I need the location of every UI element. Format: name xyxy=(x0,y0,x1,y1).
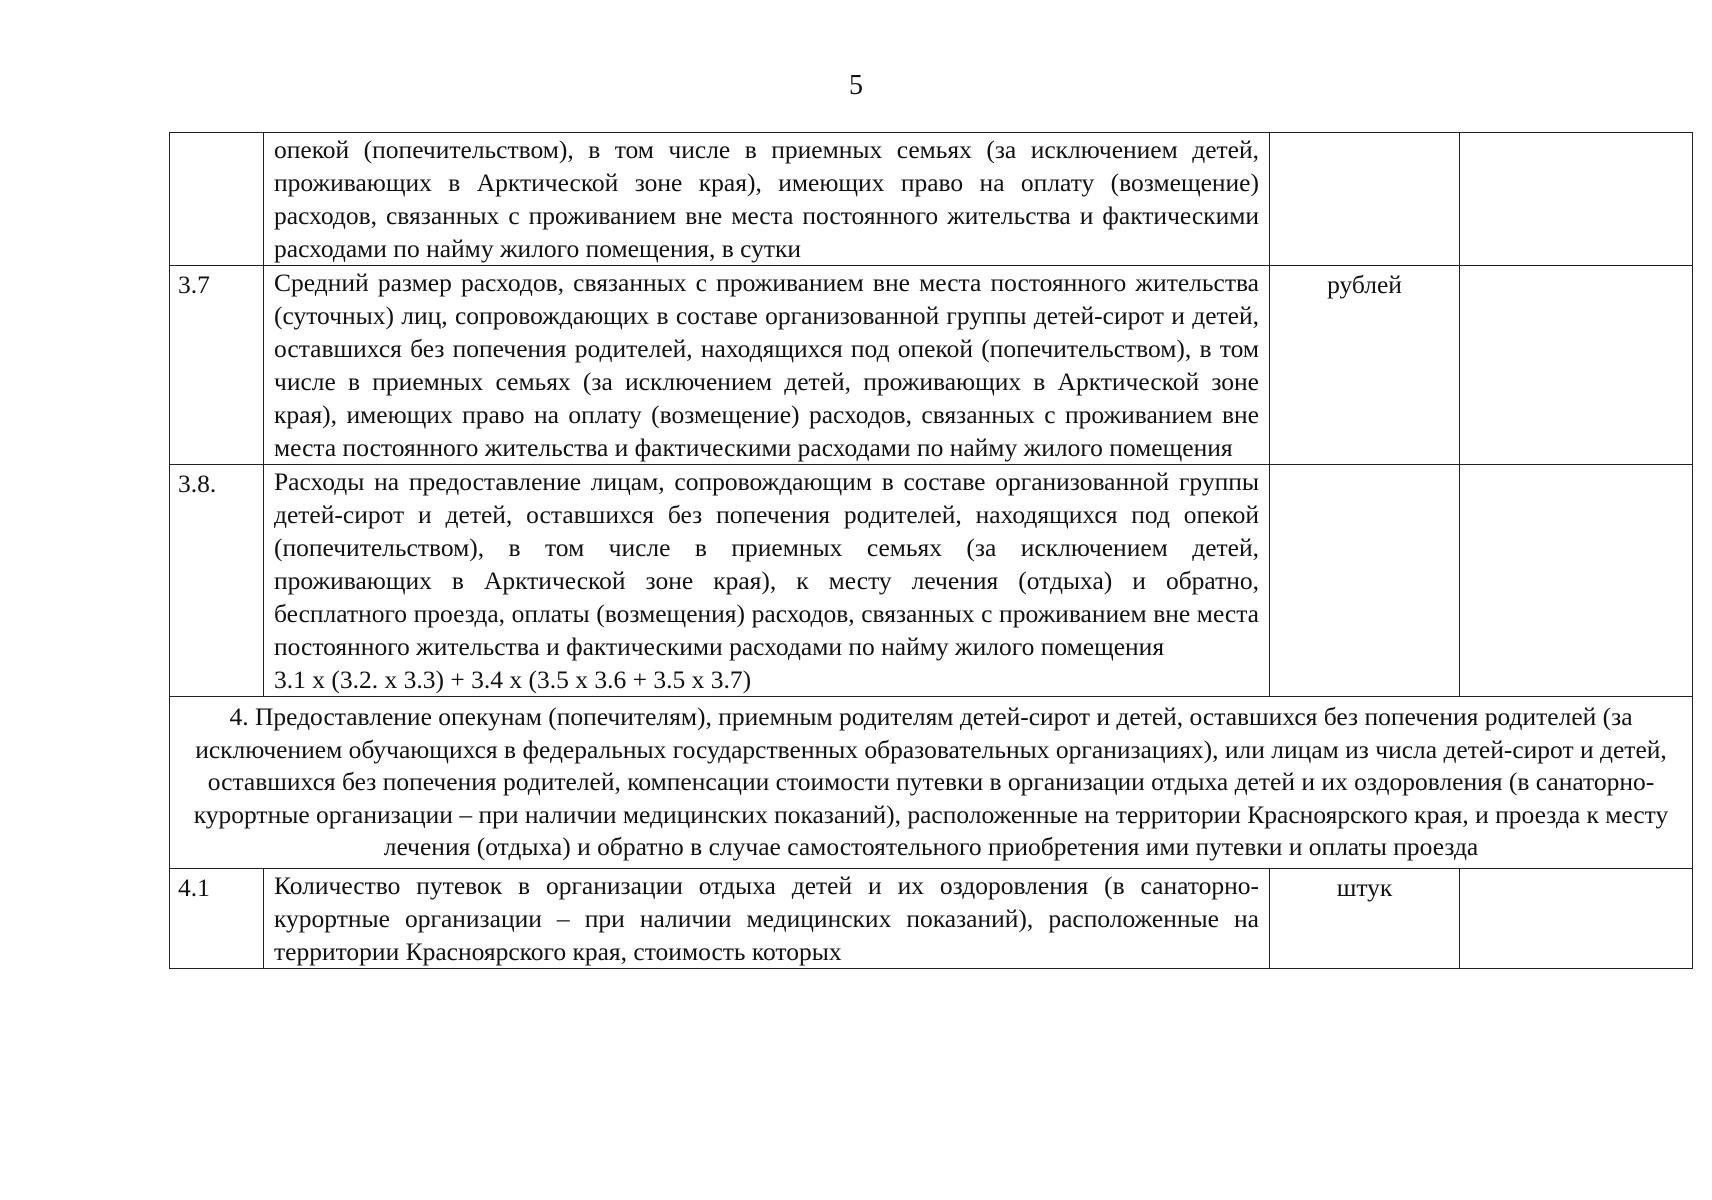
row-unit-cell xyxy=(1270,465,1460,697)
row-number-cell xyxy=(170,133,264,266)
row-unit-cell: штук xyxy=(1270,868,1460,968)
row-value-cell xyxy=(1460,266,1693,465)
row-number-cell: 3.8. xyxy=(170,465,264,697)
table-row xyxy=(170,465,1693,697)
row-description-text: Расходы на предоставление лицам, сопровождающим в составе организованной группы детей-сирот и детей, оставшихся без попечения родителей, находящихся под опекой (попечительством), в том числе в приемных семьях (за исключением детей, проживающих в Арктической зоне края), к месту лечения (отдыха) и обратно, бесплатного проезда, оплаты (возмещения) расходов, связанных с проживанием вне места постоянного жительства и фактическими расходами по найму жилого помещения xyxy=(274,467,1259,661)
table-row xyxy=(170,266,1693,465)
row-formula: 3.1 х (3.2. х 3.3) + 3.4 х (3.5 х 3.6 + 3.5 х 3.7) xyxy=(274,665,752,694)
row-value-cell xyxy=(1460,465,1693,697)
row-value-cell xyxy=(1460,868,1693,968)
row-value-cell xyxy=(1460,133,1693,266)
row-unit-cell xyxy=(1270,133,1460,266)
row-description-cell xyxy=(264,465,1270,697)
row-number-cell: 4.1 xyxy=(170,868,264,968)
row-description-cell: Средний размер расходов, связанных с проживанием вне места постоянного жительства (суточных) лиц, сопровождающих в составе организованной группы детей-сирот и детей, оставшихся без попечения родителей, находящихся под опекой (попечительством), в том числе в приемных семьях (за исключением детей, проживающих в Арктической зоне края), имеющих право на оплату (возмещение) расходов, связанных с проживанием вне места постоянного жительства и фактическими расходами по найму жилого помещения xyxy=(264,266,1270,465)
row-unit-cell: рублей xyxy=(1270,266,1460,465)
page-number: 5 xyxy=(849,70,863,101)
row-number-cell: 3.7 xyxy=(170,266,264,465)
section-header-cell: 4. Предоставление опекунам (попечителям), приемным родителям детей-сирот и детей, оставшихся без попечения родителей (за исключением обучающихся в федеральных государственных образовательных организациях), или лицам из числа детей-сирот и детей, оставшихся без попечения родителей, компенсации стоимости путевки в организации отдыха детей и их оздоровления (в санаторно-курортные организации – при наличии медицинских показаний), расположенные на территории Красноярского края, и проезда к месту лечения (отдыха) и обратно в случае самостоятельного приобретения ими путевки и оплаты проезда xyxy=(170,697,1693,869)
row-description-cell: Количество путевок в организации отдыха детей и их оздоровления (в санаторно-курортные организации – при наличии медицинских показаний), расположенные на территории Красноярского края, стоимость которых xyxy=(264,868,1270,968)
section-header-row xyxy=(170,697,1693,869)
document-table xyxy=(169,132,1693,969)
table-row xyxy=(170,868,1693,968)
table-row xyxy=(170,133,1693,266)
row-description-cell: опекой (попечительством), в том числе в приемных семьях (за исключением детей, проживающих в Арктической зоне края), имеющих право на оплату (возмещение) расходов, связанных с проживанием вне места постоянного жительства и фактическими расходами по найму жилого помещения, в сутки xyxy=(264,133,1270,266)
